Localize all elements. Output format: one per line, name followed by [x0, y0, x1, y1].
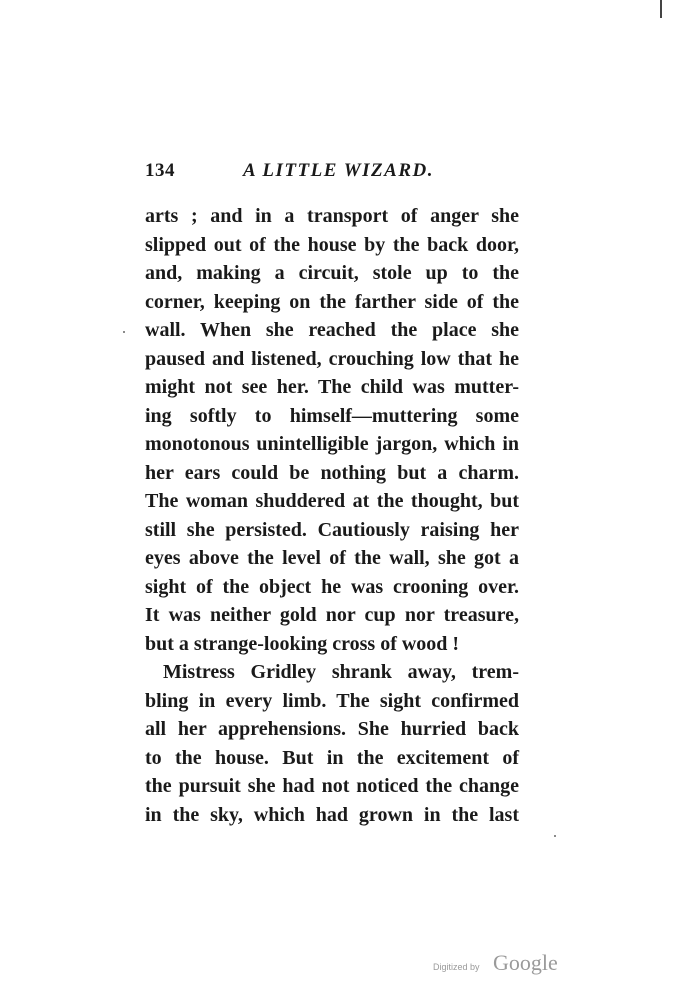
page-header: [145, 160, 519, 190]
digitized-watermark: [433, 950, 573, 980]
body-text: [145, 202, 519, 829]
scan-speck: [554, 835, 556, 837]
text-line: all her apprehensions. She hurried back: [145, 718, 519, 740]
text-line: corner, keeping on the farther side of the: [145, 290, 519, 313]
google-logo: Google: [493, 950, 558, 975]
text-line: arts ; and in a transport of anger she: [145, 205, 519, 227]
scan-edge-mark: [660, 0, 662, 18]
text-line: monotonous unintelligible jargon, which in: [145, 433, 519, 455]
scan-speck: [123, 331, 125, 333]
text-line: might not see her. The child was mutter-: [145, 376, 519, 398]
text-line: ing softly to himself—muttering some: [145, 404, 519, 427]
text-line: to the house. But in the excitement of: [145, 746, 519, 769]
text-line: the pursuit she had not noticed the change: [145, 775, 519, 797]
page-number: 134: [145, 160, 175, 181]
text-line: Mistress Gridley shrank away, trem-: [163, 661, 519, 683]
text-line: eyes above the level of the wall, she got a: [145, 547, 519, 569]
text-line: slipped out of the house by the back door,: [145, 233, 519, 256]
text-line: and, making a circuit, stole up to the: [145, 262, 519, 284]
text-line: It was neither gold nor cup nor treasure,: [145, 604, 519, 626]
text-line: still she persisted. Cautiously raising her: [145, 518, 519, 541]
text-line: sight of the object he was crooning over.: [145, 575, 519, 598]
text-line: bling in every limb. The sight confirmed: [145, 689, 519, 712]
running-title: A LITTLE WIZARD.: [243, 160, 434, 181]
watermark-prefix: Digitized by: [433, 962, 480, 972]
text-line: but a strange-looking cross of wood !: [145, 632, 460, 655]
text-line: her ears could be nothing but a charm.: [145, 461, 519, 484]
text-line: wall. When she reached the place she: [145, 319, 519, 341]
text-line: paused and listened, crouching low that he: [145, 347, 519, 370]
text-line: in the sky, which had grown in the last: [145, 803, 519, 826]
text-line: The woman shuddered at the thought, but: [145, 490, 519, 512]
